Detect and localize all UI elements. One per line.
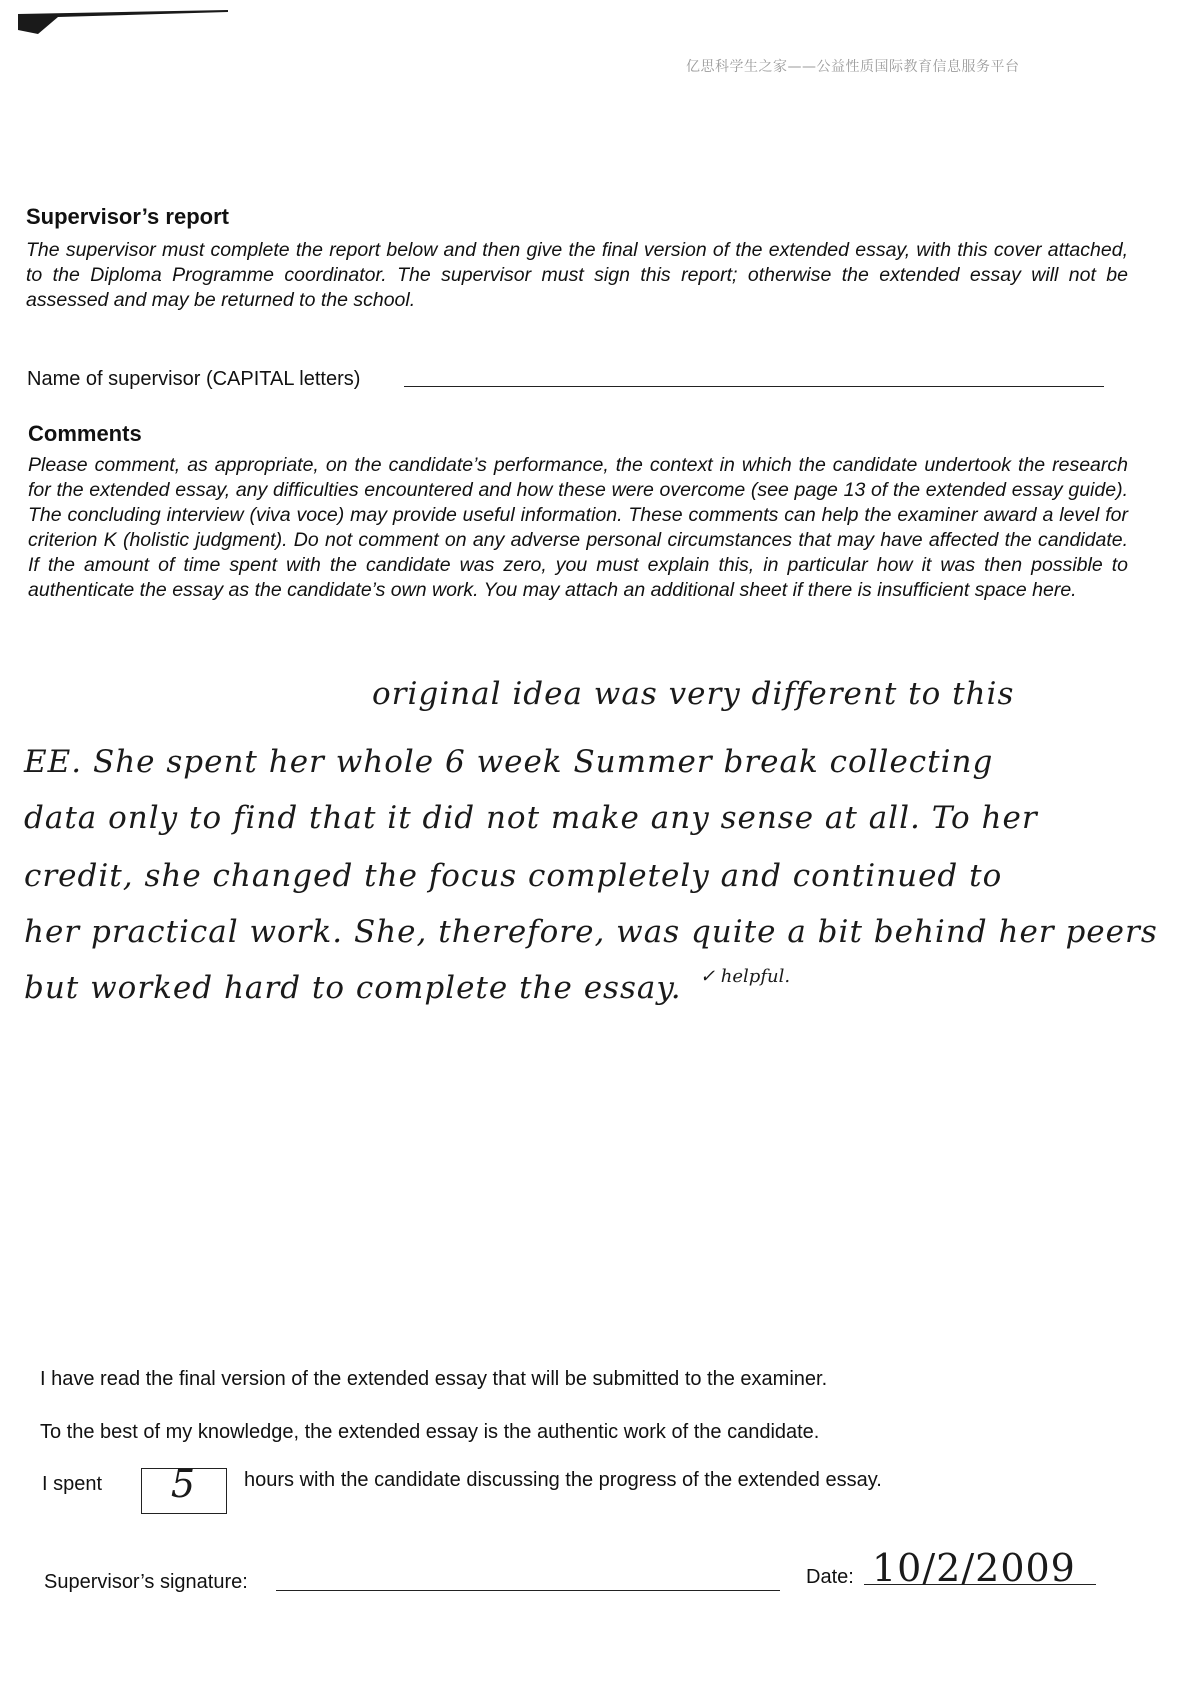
scan-artifact-mark [18, 8, 228, 34]
supervisor-name-label: Name of supervisor (CAPITAL letters) [27, 368, 361, 390]
hours-prefix-label: I spent [42, 1473, 103, 1495]
date-label: Date: [806, 1566, 854, 1588]
declaration-authentic-text: To the best of my knowledge, the extended essay is the authentic work of the candidate. [40, 1421, 820, 1443]
declaration-read-text: I have read the final version of the extended essay that will be submitted to the examiner. [40, 1368, 828, 1390]
signature-label: Supervisor’s signature: [44, 1571, 248, 1593]
hours-value: 5 [170, 1462, 196, 1506]
date-value: 10/2/2009 [872, 1546, 1076, 1590]
supervisor-name-field[interactable] [404, 386, 1104, 387]
report-instructions: The supervisor must complete the report below and then give the final version of the extended essay, with this cover attached, to the Diploma Programme coordinator. The supervisor must sign this report; otherwise the extended essay will not be assessed and may be returned to the school. [26, 239, 1128, 311]
hours-suffix-label: hours with the candidate discussing the progress of the extended essay. [244, 1469, 882, 1491]
handwritten-line: original idea was very different to this [372, 676, 1015, 712]
comments-heading: Comments [28, 421, 142, 446]
handwritten-line: data only to find that it did not make any sense at all. To her [24, 800, 1038, 836]
watermark-text: 亿思科学生之家——公益性质国际教育信息服务平台 [686, 59, 1020, 75]
handwritten-line: her practical work. She, therefore, was quite a bit behind her peers [24, 914, 1158, 950]
handwritten-line: credit, she changed the focus completely and continued to [24, 858, 1003, 894]
handwritten-line: EE. She spent her whole 6 week Summer break collecting [24, 744, 994, 780]
comments-instructions: Please comment, as appropriate, on the candidate’s performance, the context in which the candidate undertook the research for the extended essay, any difficulties encountered and how these were overcome (see page 13 of the extended essay guide). The concluding interview (viva voce) may provide useful information. These comments can help the examiner award a level for criterion K (holistic judgment). Do not comment on any adverse personal circumstances that may have affected the candidate. If the amount of time spent with the candidate was zero, you must explain this, in particular how it was then possible to authenticate the essay as the candidate’s own work. You may attach an additional sheet if there is insufficient space here. [28, 454, 1128, 601]
supervisor-report-title: Supervisor’s report [26, 204, 229, 229]
signature-field[interactable] [276, 1590, 780, 1591]
handwritten-annotation: ✓ helpful. [700, 966, 791, 987]
handwritten-line: but worked hard to complete the essay. [24, 970, 682, 1006]
